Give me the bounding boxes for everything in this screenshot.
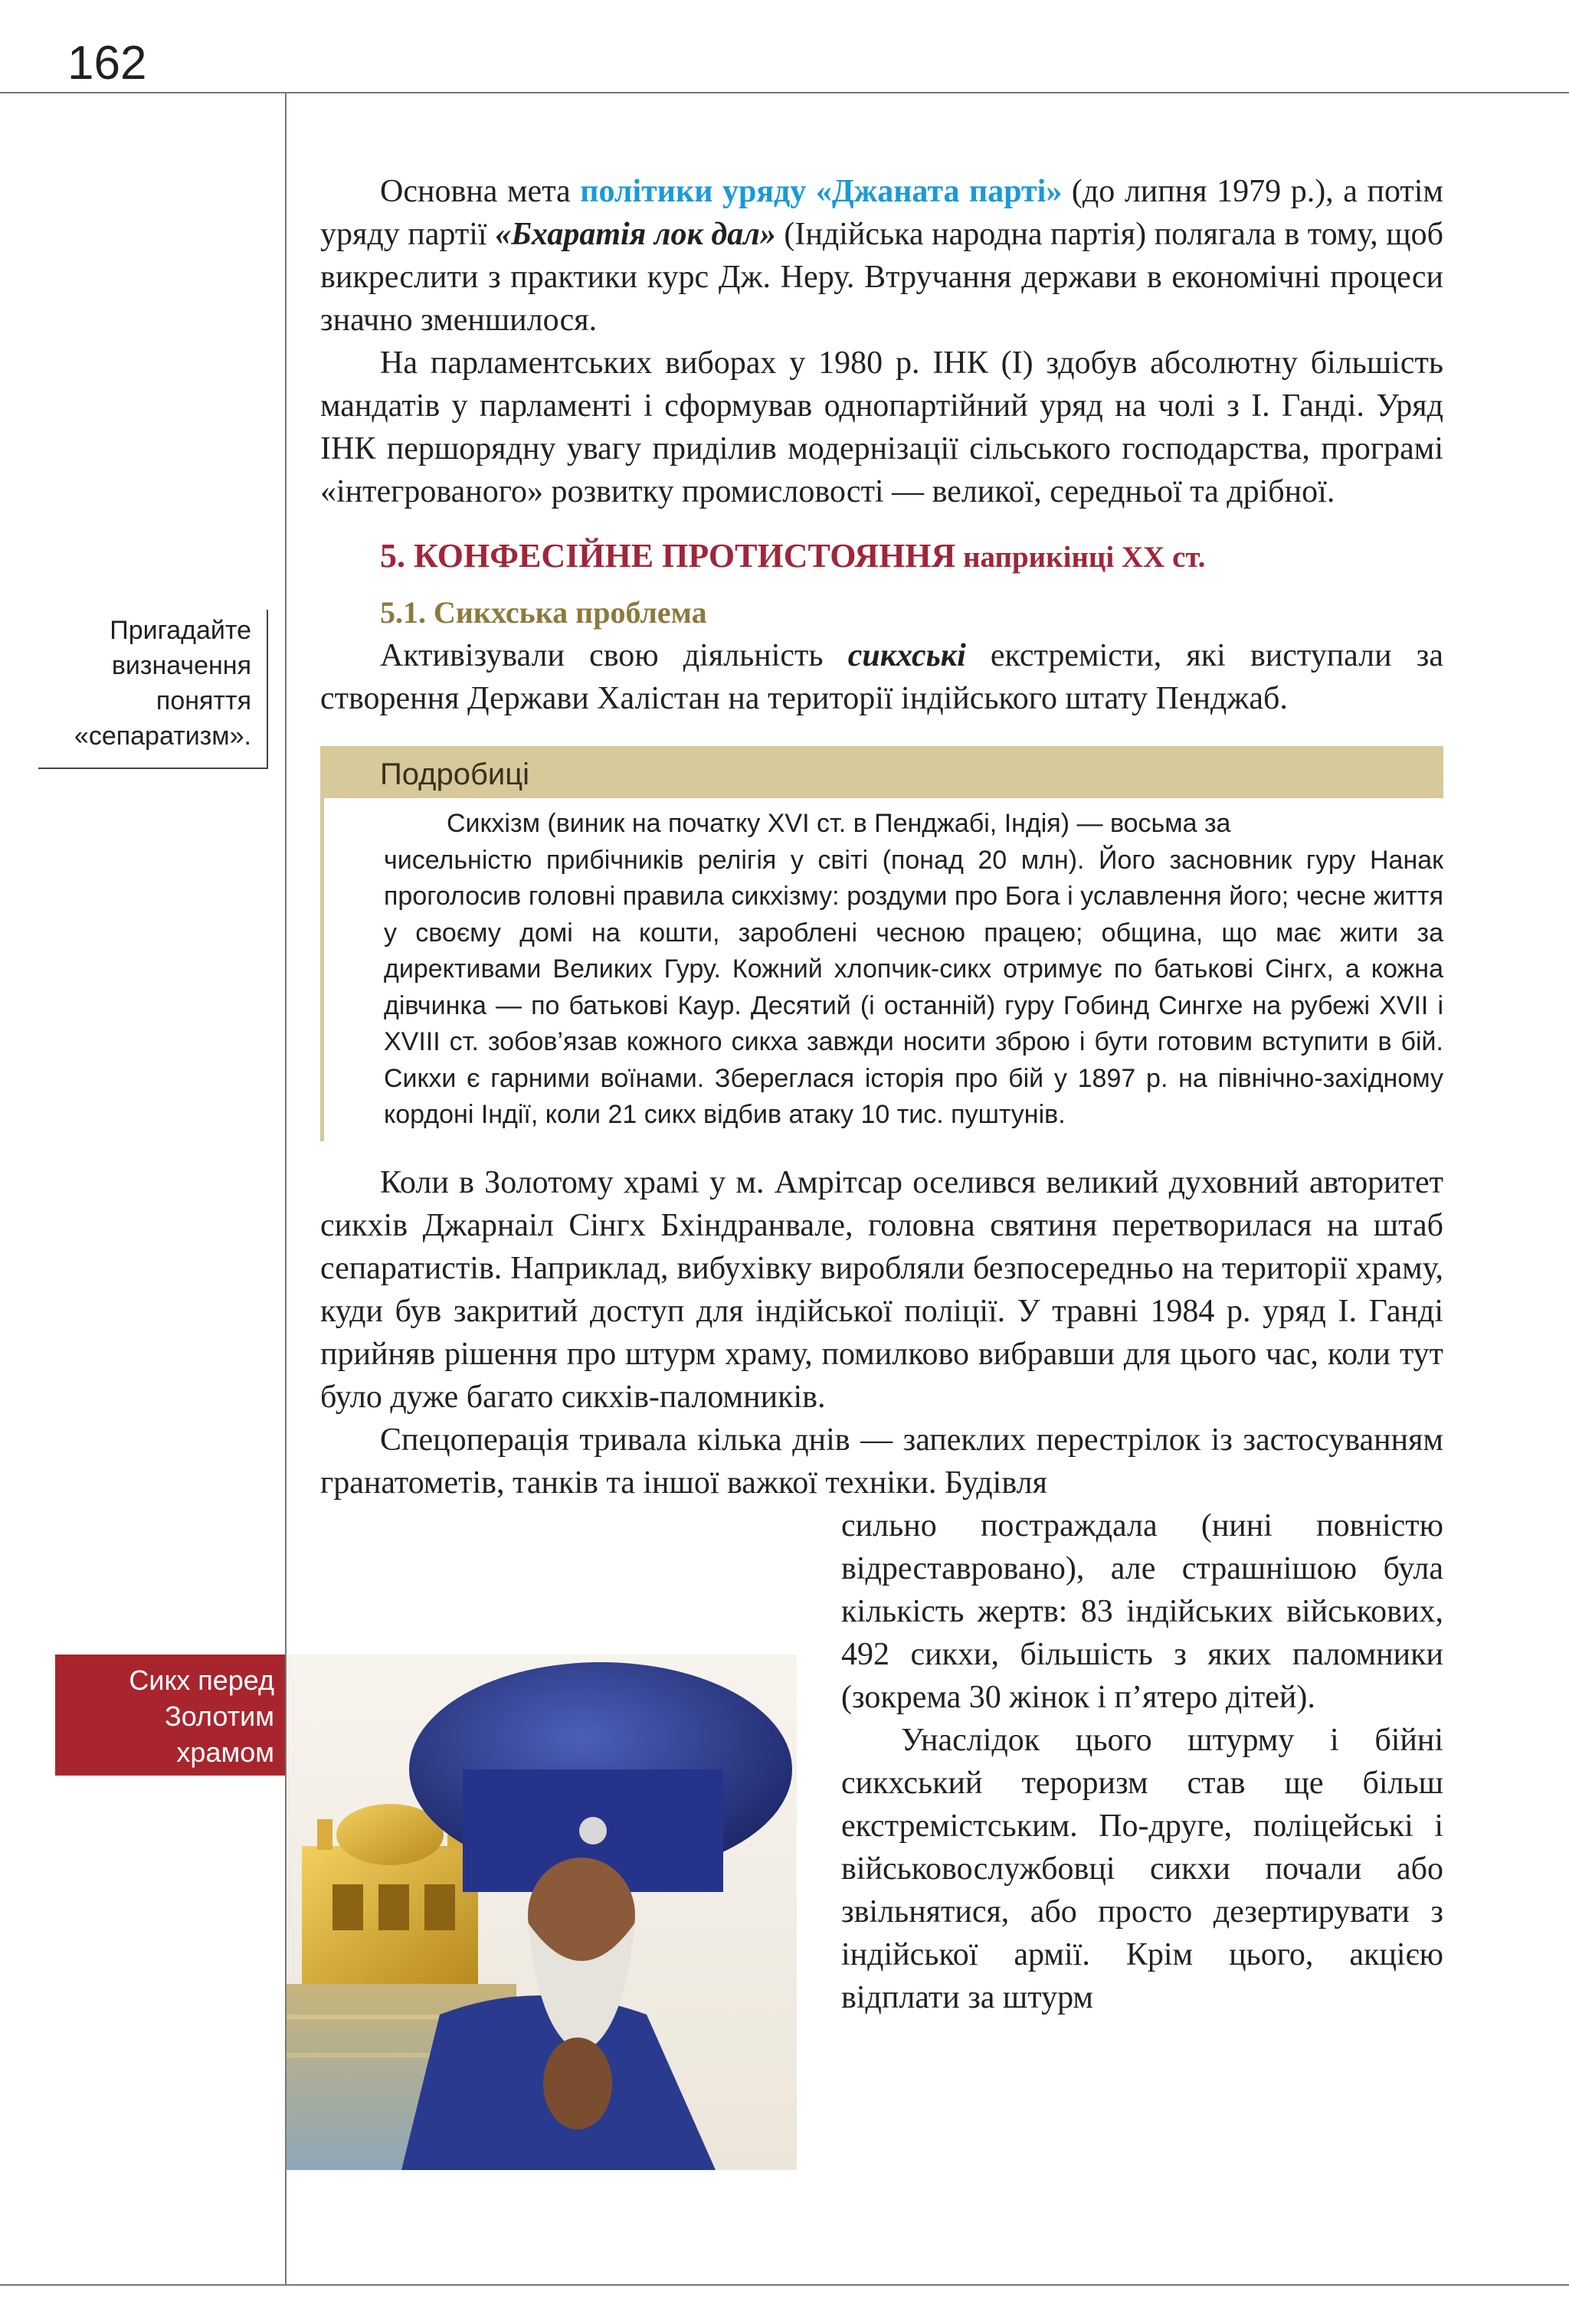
margin-note-line: «сепаратизм». [74, 722, 251, 751]
top-rule [0, 92, 1569, 93]
text-run: (до липня 1979 р.), а потім уряду партії [320, 174, 1443, 252]
margin-note-line: визначення [111, 651, 251, 680]
details-title: Подробиці [320, 746, 1443, 798]
details-body [320, 798, 1443, 1141]
emphasis: сикхські [847, 638, 966, 673]
wrapped-column [841, 1504, 1443, 2019]
text-run: Основна мета [380, 174, 581, 209]
party-name: «Бхаратія лок дал» [495, 217, 776, 252]
margin-note-line: Пригадайте [110, 616, 251, 645]
caption-line: храмом [176, 1736, 274, 1768]
text-run: екстремісти, які виступали за створення Держави Халістан на території індійського штату Пенджаб. [320, 638, 1443, 716]
term-link: політики уряду «Джаната парті» [580, 174, 1063, 209]
paragraph: Спецоперація тривала кілька днів — запеклих перестрілок із застосуванням гранатометів, танків та іншої важкої техніки. Будівля [320, 1422, 1443, 1501]
paragraph: Унаслідок цього штурму і бійні сикхський тероризм став ще більш екстремістським. По-друге, поліцейські і військовослужбовці сикхи почали або звільнятися, або просто дезертирувати з індійської армії. Крім цього, акцією відплати за штурм [841, 1722, 1443, 2015]
details-text-first: Сикхізм (виник на початку XVI ст. в Пенджабі, Індія) — восьма за [447, 809, 1231, 838]
text-run: Активізували свою діяльність [380, 638, 848, 673]
section-heading-main: 5. КОНФЕСІЙНЕ ПРОТИСТОЯННЯ [380, 537, 956, 574]
photo-caption [55, 1655, 285, 1776]
page-number: 162 [67, 37, 147, 90]
subsection-heading: 5.1. Сикхська проблема [380, 595, 707, 630]
caption-line: Золотим [165, 1700, 274, 1732]
bottom-rule [0, 2284, 1569, 2286]
margin-note [38, 610, 268, 769]
paragraph [320, 170, 1443, 342]
section-heading-tail: наприкінці ХХ ст. [955, 541, 1206, 574]
paragraph: сильно постраждала (нині повністю відреставровано), але страшнішою була кількість жертв: 83 індійських військових, 492 сикхи, більшість з яких паломники (зокрема 30 жінок і п’ятеро дітей). [841, 1507, 1443, 1715]
section-heading [320, 533, 1443, 581]
margin-note-line: поняття [156, 686, 251, 715]
caption-line: Сикх перед [129, 1664, 274, 1696]
paragraph [320, 634, 1443, 720]
paragraph: На парламентських виборах у 1980 р. ІНК (І) здобув абсолютну більшість мандатів у парламенті і сформував однопартійний уряд на чолі з І. Ганді. Уряд ІНК першорядну увагу приділив модернізації сільського господарства, програмі «інтегрованого» розвитку промисловості — великої, середньої та дрібної. [320, 345, 1443, 509]
text-run: (Індійська народна партія) полягала в тому, щоб викреслити з практики курс Дж. Неру. Втручання держави в економічні процеси значно зменшилося. [320, 217, 1443, 338]
details-text: чисельністю прибічників релігія у світі (понад 20 млн). Його засновник гуру Нанак проголосив головні правила сикхізму: роздуми про Бога і уславлення його; чесне життя у своєму домі на кошти, зароблені чесною працею; община, що має жити за директивами Великих Гуру. Кожний хлопчик-сикх отримує по батькові Сінгх, а кожна дівчинка — по батькові Каур. Десятий (і останній) гуру Гобинд Сингхе на рубежі XVII і XVIII ст. зобов’язав кожного сикха завжди носити зброю і бути готовим вступити в бій. Сикхи є гарними воїнами. Збереглася історія про бій у 1897 р. на північно-західному кордоні Індії, коли 21 сикх відбив атаку 10 тис. пуштунів. [384, 845, 1443, 1129]
details-box [320, 746, 1443, 1141]
sikh-golden-temple-photo [287, 1655, 797, 2170]
paragraph: Коли в Золотому храмі у м. Амрітсар оселився великий духовний авторитет сикхів Джарнаіл Сінгх Бхіндранвале, головна святиня перетворилася на штаб сепаратистів. Наприклад, вибухівку виробляли безпосередньо на території храму, куди був закритий доступ для індійської поліції. У травні 1984 р. уряд І. Ганді прийняв рішення про штурм храму, помилково вибравши для цього час, коли тут було дуже багато сикхів-паломників. [320, 1164, 1443, 1415]
